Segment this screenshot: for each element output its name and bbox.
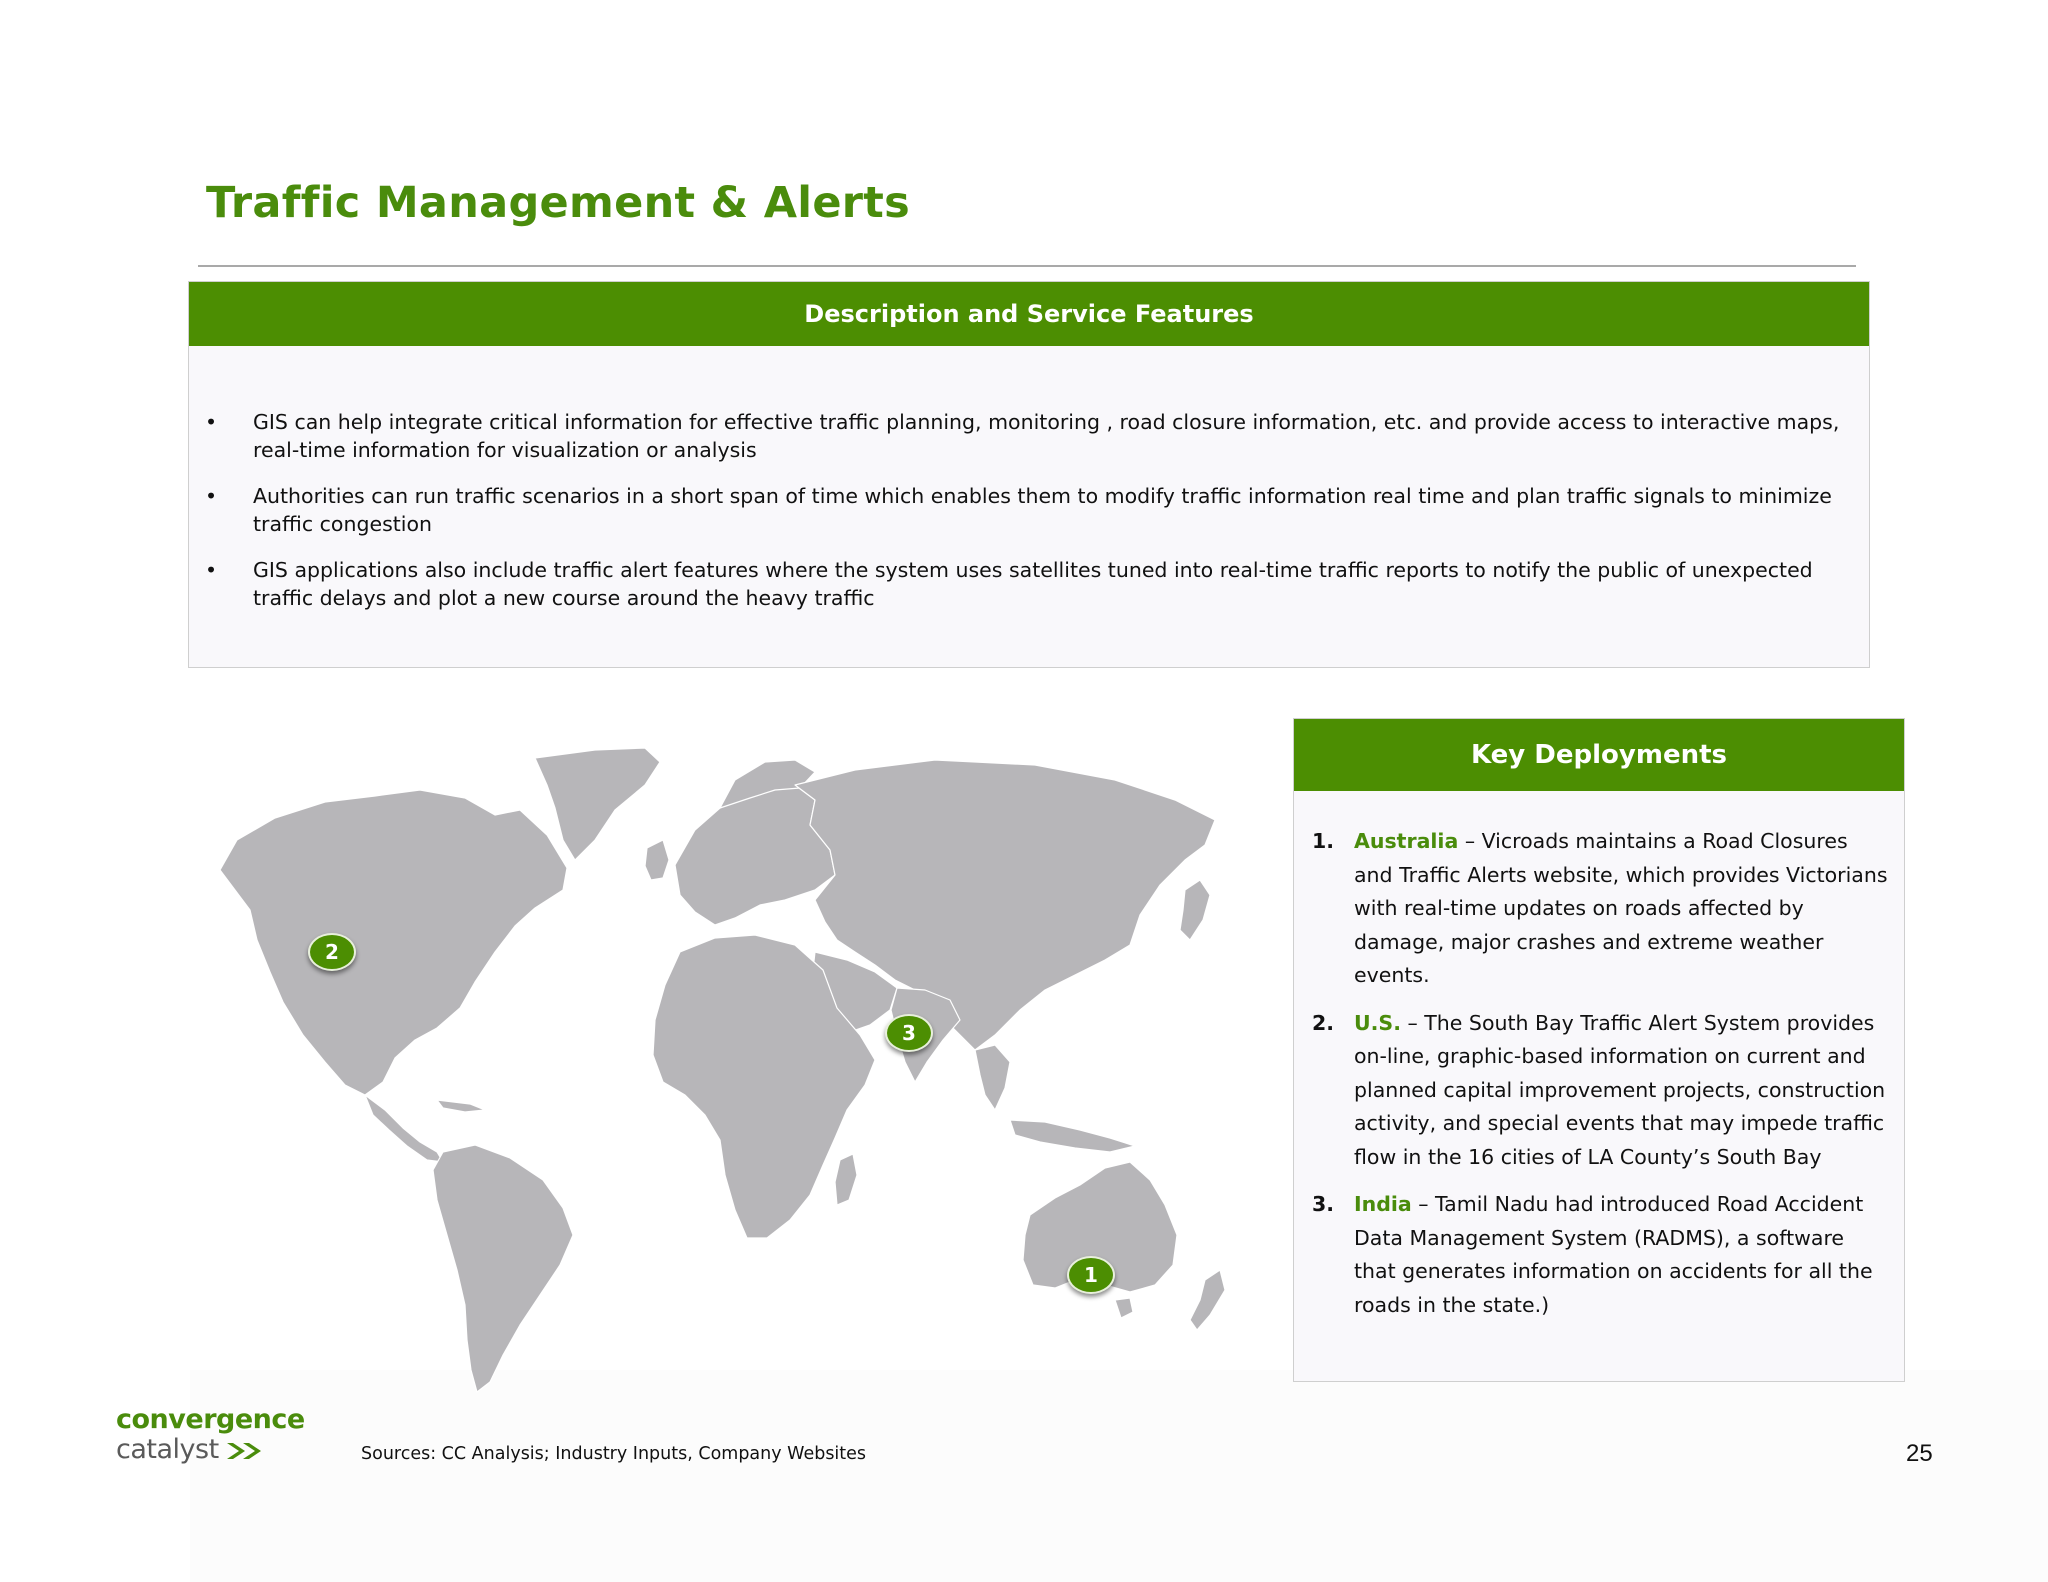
deployment-item: [1312, 1188, 1890, 1322]
deployment-country: Australia: [1354, 829, 1459, 853]
description-panel: [188, 281, 1870, 668]
land-south-america: [433, 1145, 573, 1392]
logo-line-1: convergence: [116, 1404, 305, 1435]
description-text: Authorities can run traffic scenarios in a short span of time which enables them to modify traffic information real time and plan traffic signals to minimize traffic congestion: [253, 484, 1832, 536]
deployment-number: 2.: [1312, 1010, 1335, 1035]
deployment-number: 3.: [1312, 1192, 1335, 1216]
map-marker-australia[interactable]: 1: [1067, 1256, 1115, 1294]
deployment-item: [1312, 1007, 1890, 1175]
deployment-item: [1312, 825, 1890, 993]
bullet-icon: •: [205, 484, 218, 508]
deployment-text: – The South Bay Traffic Alert System provides on-line, graphic-based information on current and planned capital improvement projects, construction activity, and special events that may impede traffic flow in the 16 cities of LA County’s South Bay: [1354, 1010, 1886, 1169]
deployment-country: India: [1354, 1192, 1412, 1216]
deployments-list: [1312, 825, 1890, 1336]
land-central-america: [365, 1095, 443, 1162]
land-southeast-asia: [975, 1045, 1010, 1110]
world-map-graphic: [175, 690, 1275, 1410]
land-europe: [675, 785, 835, 925]
description-item: [189, 556, 1869, 612]
key-deployments-header: Key Deployments: [1294, 719, 1904, 791]
map-marker-us[interactable]: 2: [308, 933, 356, 971]
land-north-america: [220, 790, 567, 1095]
logo-line-2: [116, 1435, 305, 1465]
bullet-icon: •: [205, 410, 218, 434]
description-item: [189, 408, 1869, 464]
title-divider: [198, 265, 1856, 267]
deployment-text: – Tamil Nadu had introduced Road Accident Data Management System (RADMS), a software that generates information on accidents for all the roads in the state.): [1354, 1192, 1873, 1317]
land-japan: [1180, 880, 1210, 940]
bullet-icon: •: [205, 558, 218, 582]
description-header: Description and Service Features: [189, 282, 1869, 346]
land-indonesia: [1010, 1120, 1135, 1152]
deployment-number: 1.: [1312, 829, 1335, 853]
world-map: [175, 690, 1275, 1410]
description-list: [189, 408, 1869, 630]
land-madagascar: [835, 1154, 857, 1205]
land-caribbean: [437, 1100, 485, 1112]
land-uk: [645, 840, 669, 880]
deployment-country: U.S.: [1354, 1010, 1401, 1035]
deployment-text: – Vicroads maintains a Road Closures and Traffic Alerts website, which provides Victorians with real-time updates on roads affected by damage, major crashes and extreme weather events.: [1354, 829, 1888, 987]
description-text: GIS applications also include traffic alert features where the system uses satellites tuned into real-time traffic reports to notify the public of unexpected traffic delays and plot a new course around the heavy traffic: [253, 558, 1813, 610]
key-deployments-panel: [1293, 718, 1905, 1382]
logo-line-2-text: catalyst: [116, 1434, 219, 1465]
company-logo: [116, 1405, 305, 1465]
land-new-zealand: [1190, 1270, 1225, 1330]
chevron-arrows-icon: [225, 1440, 265, 1462]
page-number: 25: [1906, 1440, 1933, 1467]
land-tasmania: [1115, 1298, 1133, 1318]
description-text: GIS can help integrate critical information for effective traffic planning, monitoring , road closure information, etc. and provide access to interactive maps, real-time information for visualization or analysis: [253, 410, 1840, 462]
description-item: [189, 482, 1869, 538]
map-marker-india[interactable]: 3: [885, 1014, 933, 1052]
sources-note: Sources: CC Analysis; Industry Inputs, Company Websites: [361, 1444, 867, 1464]
page-title: Traffic Management & Alerts: [206, 178, 911, 228]
land-greenland: [535, 748, 660, 860]
